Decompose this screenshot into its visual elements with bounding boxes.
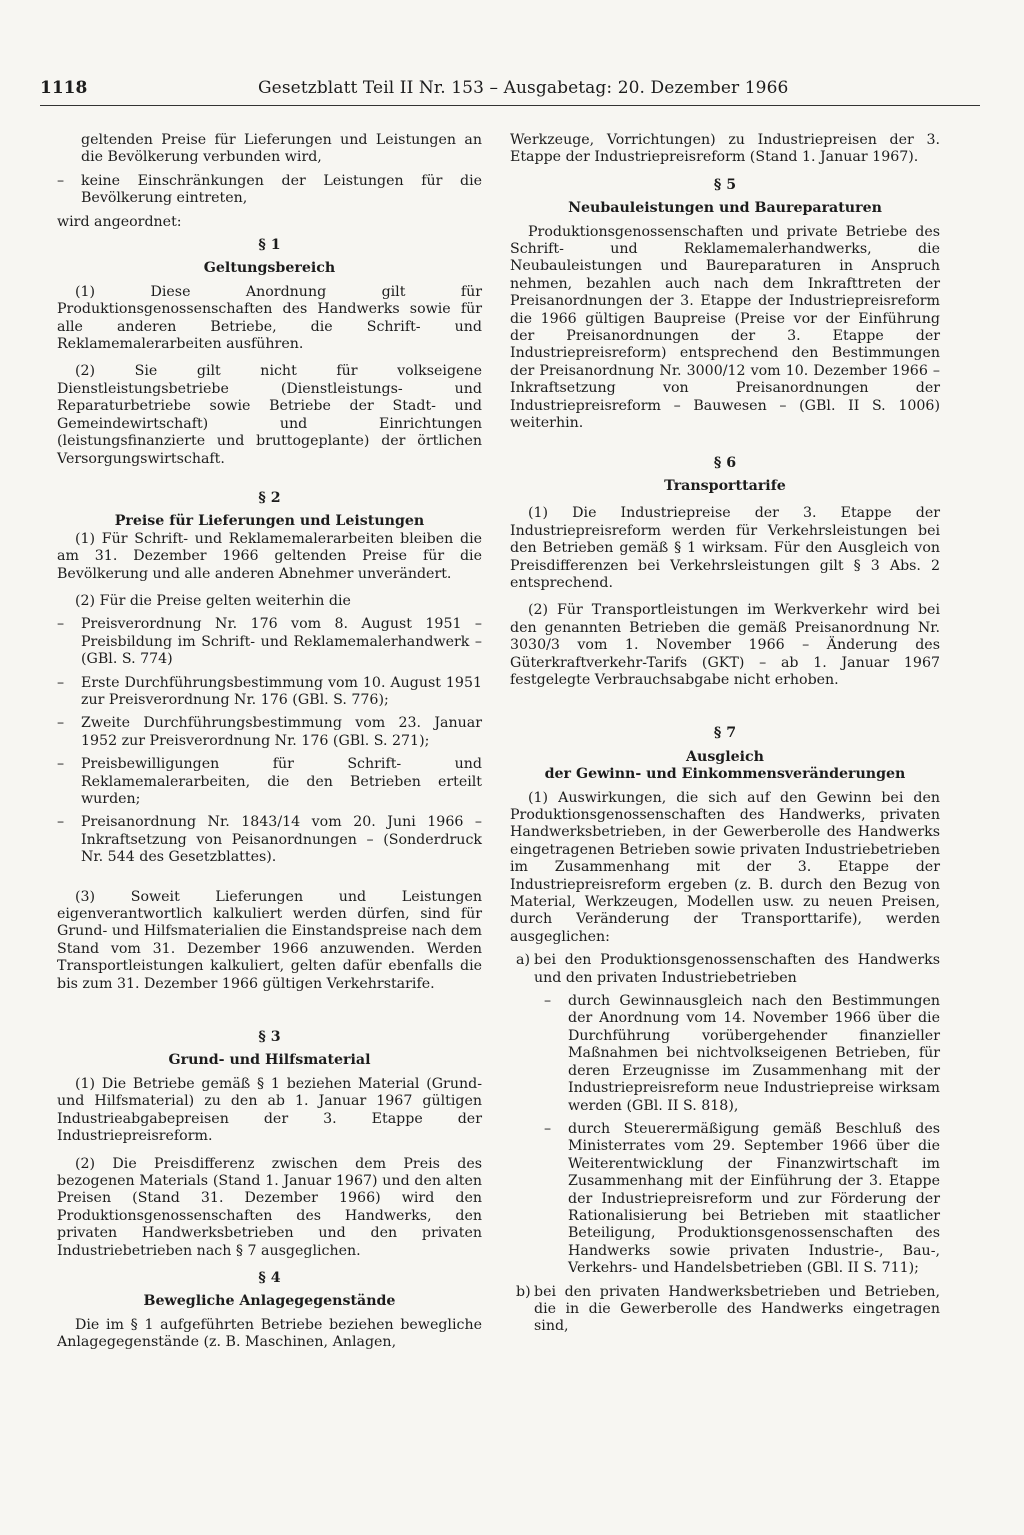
page-number: 1118 [40, 78, 88, 98]
section-7-item-a-subitem: – durch Gewinnausgleich nach den Bestimmungen der Anordnung vom 14. November 1966 über die Durchführung vorübergehender finanzieller Maßnahmen bei nichtvolkseigenen Betrieben, für deren Erzeugnisse im Zusammenhang mit der Industriepreisreform neue Industriepreise wirksam werden (GBl. II S. 818), [510, 993, 940, 1115]
section-6-number: § 6 [713, 454, 737, 471]
section-2-para-1: (1) Für Schrift- und Reklamemalerarbeiten bleiben die am 31. Dezember 1966 geltenden Preise für die Bevölkerung und alle anderen Abnehmer unverändert. [57, 530, 482, 582]
section-7-title-line-2: der Gewinn- und Einkommensveränderungen [544, 766, 906, 783]
intro-dash-item: – keine Einschränkungen der Leistungen für die Bevölkerung eintreten, [57, 173, 482, 208]
section-2-list-item: – Preisanordnung Nr. 1843/14 vom 20. Juni 1966 – Inkraftsetzung von Peisanordnungen – (Sonderdruck Nr. 544 des Gesetzblattes). [57, 814, 482, 866]
item-a-text: bei den Produktionsgenossenschaften des Handwerks und den privaten Industriebetrieben [534, 952, 940, 986]
item-b-label: b) [516, 1283, 531, 1300]
section-5-number: § 5 [713, 176, 737, 193]
section-7-para-1: (1) Auswirkungen, die sich auf den Gewinn bei den Produktionsgenossenschaften des Handwerks, privaten Handwerksbetrieben, in der Gewerberolle des Handwerks eingetragenen Betrieben sowie privaten Industriebetrieben im Zusammenhang mit der 3. Etappe der Industriepreisreform ergeben (z. B. durch den Bezug von Material, Werkzeugen, Modellen usw. zu neuen Preisen, durch Veränderung der Transporttarife), werden ausgeglichen: [510, 789, 940, 945]
section-3-para-2: (2) Die Preisdifferenz zwischen dem Preis des bezogenen Materials (Stand 1. Januar 1967) und den alten Preisen (Stand 31. Dezember 1966) wird den Produktionsgenossenschaften des Handwerks, den privaten Handwerksbetrieben und den privaten Industriebetrieben nach § 7 ausgeglichen. [57, 1155, 482, 1259]
section-4-continuation: Werkzeuge, Vorrichtungen) zu Industriepreisen der 3. Etappe der Industriepreisreform (Stand 1. Januar 1967). [510, 132, 940, 166]
section-2-para-3: (3) Soweit Lieferungen und Leistungen eigenverantwortlich kalkuliert werden dürfen, sind für Grund- und Hilfsmaterialien die Einstandspreise nach dem Stand vom 31. Dezember 1966 anzuwenden. Werden Transportleistungen kalkuliert, gelten dafür ebenfalls die bis zum 31. Dezember 1966 gültigen Verkehrstarife. [57, 888, 482, 992]
section-2-number: § 2 [258, 489, 281, 506]
section-6-para-1: (1) Die Industriepreise der 3. Etappe der Industriepreisreform werden für Verkehrsleistungen bei den Betrieben gemäß § 1 wirksam. Für den Ausgleich von Preisdifferenzen bei Verkehrsleistungen gilt § 3 Abs. 2 entsprechend. [510, 505, 940, 591]
section-1-title: Geltungsbereich [203, 260, 336, 277]
section-7-number: § 7 [713, 725, 737, 742]
item-a-label: a) [516, 952, 530, 969]
intro-closing: wird angeordnet: [57, 213, 182, 230]
section-5-title: Neubauleistungen und Baureparaturen [568, 200, 882, 217]
section-6-para-2: (2) Für Transportleistungen im Werkverkehr wird bei den genannten Betrieben die gemäß Preisanordnung Nr. 3030/3 vom 1. November 1966 – Änderung des Güterkraftverkehr-Tarifs (GKT) – ab 1. Januar 1967 festgelegte Verbrauchsabgabe nicht erhoben. [510, 602, 940, 688]
section-2-title: Preise für Lieferungen und Leistungen [114, 513, 425, 530]
section-5-para-1: Produktionsgenossenschaften und private Betriebe des Schrift- und Reklamemalerhandwerks, die Neubauleistungen und Baureparaturen in Anspruch nehmen, bezahlen auch nach dem Inkrafttreten der Preisanordnungen der 3. Etappe der Industriepreisreform die 1966 gültigen Baupreise (Preise vor der Einführung der Preisanordnungen der 3. Etappe der Industriepreisreform) entsprechend den Bestimmungen der Preisanordnung Nr. 3000/12 vom 10. Dezember 1966 – Inkraftsetzung von Preisanordnungen der Industriepreisreform – Bauwesen – (GBl. II S. 1006) weiterhin. [510, 223, 940, 432]
section-4-title: Bewegliche Anlagegegenstände [143, 1293, 396, 1310]
section-1-para-2: (2) Sie gilt nicht für volkseigene Dienstleistungsbetriebe (Dienstleistungs- und Reparaturbetriebe sowie Betriebe der Stadt- und Gemeindewirtschaft) und Einrichtungen (leistungsfinanzierte und bruttogeplante) der örtlichen Versorgungswirtschaft. [57, 363, 482, 467]
gazette-title: Gesetzblatt Teil II Nr. 153 – Ausgabetag: 20. Dezember 1966 [258, 78, 789, 98]
section-1-para-1: (1) Diese Anordnung gilt für Produktionsgenossenschaften des Handwerks sowie für alle anderen Betriebe, die Schrift- und Reklamemalerarbeiten ausführen. [57, 283, 482, 353]
section-4-number: § 4 [258, 1269, 281, 1286]
page-header [40, 78, 980, 106]
section-2-list-item: – Zweite Durchführungsbestimmung vom 23. Januar 1952 zur Preisverordnung Nr. 176 (GBl. S. 271); [57, 715, 482, 750]
section-3-para-1: (1) Die Betriebe gemäß § 1 beziehen Material (Grund- und Hilfsmaterial) zu den ab 1. Januar 1967 gültigen Industrieabgabepreisen der 3. Etappe der Industriepreisreform. [57, 1075, 482, 1145]
intro-continuation: geltenden Preise für Lieferungen und Leistungen an die Bevölkerung verbunden wird, [81, 132, 482, 166]
section-2-para-2-intro: (2) Für die Preise gelten weiterhin die [75, 592, 351, 609]
section-7-title-line-1: Ausgleich [686, 748, 764, 765]
item-b-text: bei den privaten Handwerksbetrieben und Betrieben, die in die Gewerberolle des Handwerks eingetragen sind, [534, 1283, 940, 1335]
section-2-list-item: – Preisverordnung Nr. 176 vom 8. August 1951 – Preisbildung im Schrift- und Reklamemalerhandwerk – (GBl. S. 774) [57, 616, 482, 668]
section-1-number: § 1 [258, 237, 281, 254]
section-2-list-item: – Erste Durchführungsbestimmung vom 10. August 1951 zur Preisverordnung Nr. 176 (GBl. S. 776); [57, 675, 482, 710]
section-4-para-1: Die im § 1 aufgeführten Betriebe beziehen bewegliche Anlagegegenstände (z. B. Maschinen, Anlagen, [57, 1316, 482, 1351]
section-7-item-b [510, 1284, 940, 1336]
section-2-list-item: – Preisbewilligungen für Schrift- und Reklamemalerarbeiten, die den Betrieben erteilt wurden; [57, 756, 482, 808]
section-7-item-a [510, 952, 940, 987]
right-column [510, 132, 940, 1336]
left-column [57, 132, 482, 1352]
section-3-title: Grund- und Hilfsmaterial [168, 1052, 371, 1069]
section-7-item-a-subitem: – durch Steuerermäßigung gemäß Beschluß des Ministerrates vom 29. September 1966 über die Weiterentwicklung der Finanzwirtschaft im Zusammenhang mit der Einführung der 3. Etappe der Industriepreisreform und zur Förderung der Rationalisierung bei Betrieben mit staatlicher Beteiligung, Produktionsgenossenschaften des Handwerks sowie privaten Industrie-, Bau-, Verkehrs- und Handelsbetrieben (GBl. II S. 711); [510, 1121, 940, 1278]
section-3-number: § 3 [258, 1029, 281, 1046]
section-6-title: Transporttarife [664, 477, 786, 494]
